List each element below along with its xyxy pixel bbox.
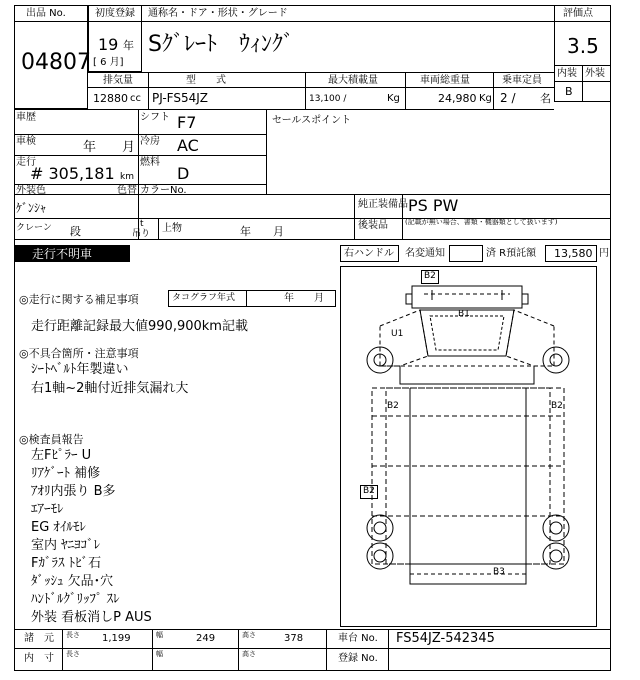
crane-value: 段 <box>70 225 81 238</box>
lot-number: 04807 <box>21 50 91 75</box>
inspector-item: ﾘｱｹﾞｰﾄ 補修 <box>31 466 101 481</box>
first-reg-year: 19 <box>98 35 119 54</box>
color-label: 外装色 <box>16 185 46 196</box>
score-label: 評価点 <box>563 8 593 19</box>
inspector-item: Fｶﾞﾗｽ ﾄﾋﾞ石 <box>31 556 102 571</box>
mark-right-body: B2 <box>551 401 563 411</box>
gross-weight-label: 車両総重量 <box>420 75 470 86</box>
first-reg-label: 初度登録 <box>95 8 135 19</box>
model-label: 型 式 <box>186 75 226 86</box>
crane-lift: 吊り <box>132 229 151 239</box>
width-value: 249 <box>196 633 216 644</box>
length-value: 1,199 <box>102 633 131 644</box>
crane-t: t <box>140 219 144 229</box>
height-label: 高さ <box>242 631 256 639</box>
upper-label: 上物 <box>162 223 182 234</box>
inspector-item: ﾀﾞｯｼｭ 欠品･穴 <box>31 574 114 589</box>
mark-rear: B3 <box>493 567 505 577</box>
chassis-value: FS54JZ-542345 <box>396 631 495 646</box>
upper-value: 年 月 <box>240 225 284 238</box>
supplement-title: ◎走行に関する補足事項 <box>19 293 139 306</box>
steering-value: 右ハンドル <box>344 248 394 259</box>
recycle-label: 済 R預託額 <box>486 248 537 259</box>
mark-left-front: U1 <box>391 329 404 339</box>
shift-label: シフト <box>140 112 170 123</box>
max-load-label: 最大積載量 <box>328 75 378 86</box>
mark-windshield: B1 <box>458 309 470 319</box>
history-label: 車歴 <box>16 112 36 123</box>
fuel-value: D <box>177 164 190 183</box>
shift-value: F7 <box>177 113 197 132</box>
equipment-value: PS PW <box>408 196 459 215</box>
color-value: ｹﾞﾝｼｬ <box>16 201 47 215</box>
inner-width-label: 幅 <box>156 650 163 658</box>
mileage-unknown-text: 走行不明車 <box>32 247 93 261</box>
mark-left-rear: B2 <box>363 486 375 496</box>
capacity-label: 乗車定員 <box>502 75 542 86</box>
yen-unit: 円 <box>599 248 609 259</box>
mark-front-top: B2 <box>424 271 436 281</box>
defect-item: 右1軸~2軸付近排気漏れ大 <box>31 381 189 396</box>
dims-label: 諸 元 <box>24 633 54 644</box>
capacity-value: 2 / <box>500 91 516 105</box>
inspector-item: 外装 看板消しP AUS <box>31 610 152 625</box>
aircon-value: AC <box>177 136 199 155</box>
inspector-item: EG ｵｲﾙﾓﾚ <box>31 520 86 535</box>
inner-height-label: 高さ <box>242 650 256 658</box>
inspector-item: 室内 ﾔﾆﾖｺﾞﾚ <box>31 538 101 553</box>
aircon-label: 冷房 <box>140 136 160 147</box>
truck-diagram <box>340 266 597 627</box>
exterior-label: 外装 <box>585 68 605 79</box>
model-value: PJ-FS54JZ <box>152 91 209 105</box>
capacity-unit: 名 <box>540 92 551 105</box>
inspector-title: ◎検査員報告 <box>19 433 84 446</box>
registration-label: 登録 No. <box>338 653 378 664</box>
inspection-label: 車検 <box>16 136 36 147</box>
displacement-value: 12880 <box>93 92 128 105</box>
inner-length-label: 長さ <box>66 650 80 658</box>
first-reg-month: [ 6 月] <box>93 57 124 68</box>
height-value: 378 <box>284 633 304 644</box>
max-load-value: 13,100 / <box>309 94 347 104</box>
name-label: 通称名・ドア・形状・グレード <box>148 8 288 19</box>
defect-item: ｼｰﾄﾍﾞﾙﾄ年製違い <box>31 362 129 377</box>
equipment-label: 純正装備品 <box>358 199 408 210</box>
inspector-item: ｴｱｰﾓﾚ <box>31 502 64 517</box>
mileage-value: # 305,181 <box>30 164 115 183</box>
length-label: 長さ <box>66 631 80 639</box>
sales-point-label: セールスポイント <box>272 115 352 126</box>
defects-title: ◎不具合箇所・注意事項 <box>19 347 139 360</box>
aftermarket-note: (記載が無い場合、書類・機器類として扱います) <box>405 218 558 226</box>
color-code-label: カラーNo. <box>140 185 187 196</box>
displacement-label: 排気量 <box>103 75 133 86</box>
inspector-item: 左Fﾋﾟﾗｰ U <box>31 448 92 463</box>
interior-grade: B <box>565 85 573 98</box>
max-load-unit: Kg <box>387 93 400 104</box>
gross-weight-value: 24,980 <box>438 92 477 105</box>
fuel-label: 燃料 <box>140 157 160 168</box>
color-no-label: 色替 <box>117 185 137 196</box>
name-change-label: 名変通知 <box>405 248 445 259</box>
mileage-unit: km <box>120 172 134 182</box>
mark-left-body: B2 <box>387 401 399 411</box>
vehicle-name: Sｸﾞﾚｰﾄ ｳｨﾝｸﾞ <box>148 32 294 57</box>
tachograph-value: 年 月 <box>284 293 324 304</box>
inspection-value: 年 月 <box>83 140 136 155</box>
inner-label: 内 寸 <box>24 653 54 664</box>
inspector-item: ﾊﾝﾄﾞﾙｸﾞﾘｯﾌﾟ ｽﾚ <box>31 592 120 607</box>
chassis-label: 車台 No. <box>338 633 378 644</box>
name-change-box <box>449 245 483 262</box>
interior-label: 内装 <box>557 68 577 79</box>
lot-label: 出品 No. <box>26 8 66 19</box>
recycle-amount: 13,580 <box>554 247 593 260</box>
supplement-text: 走行距離記録最大値990,900km記載 <box>31 319 248 334</box>
first-reg-year-unit: 年 <box>123 39 134 52</box>
score-value: 3.5 <box>567 34 599 58</box>
width-label: 幅 <box>156 631 163 639</box>
displacement-unit: cc <box>130 93 141 104</box>
inspector-item: ｱｵﾘ内張り B多 <box>31 484 116 499</box>
crane-label: クレーン <box>16 223 52 233</box>
aftermarket-label: 後装品 <box>358 220 388 231</box>
tachograph-label: タコグラフ年式 <box>172 293 236 303</box>
gross-weight-unit: Kg <box>479 93 492 104</box>
mileage-label: 走行 <box>16 157 36 168</box>
